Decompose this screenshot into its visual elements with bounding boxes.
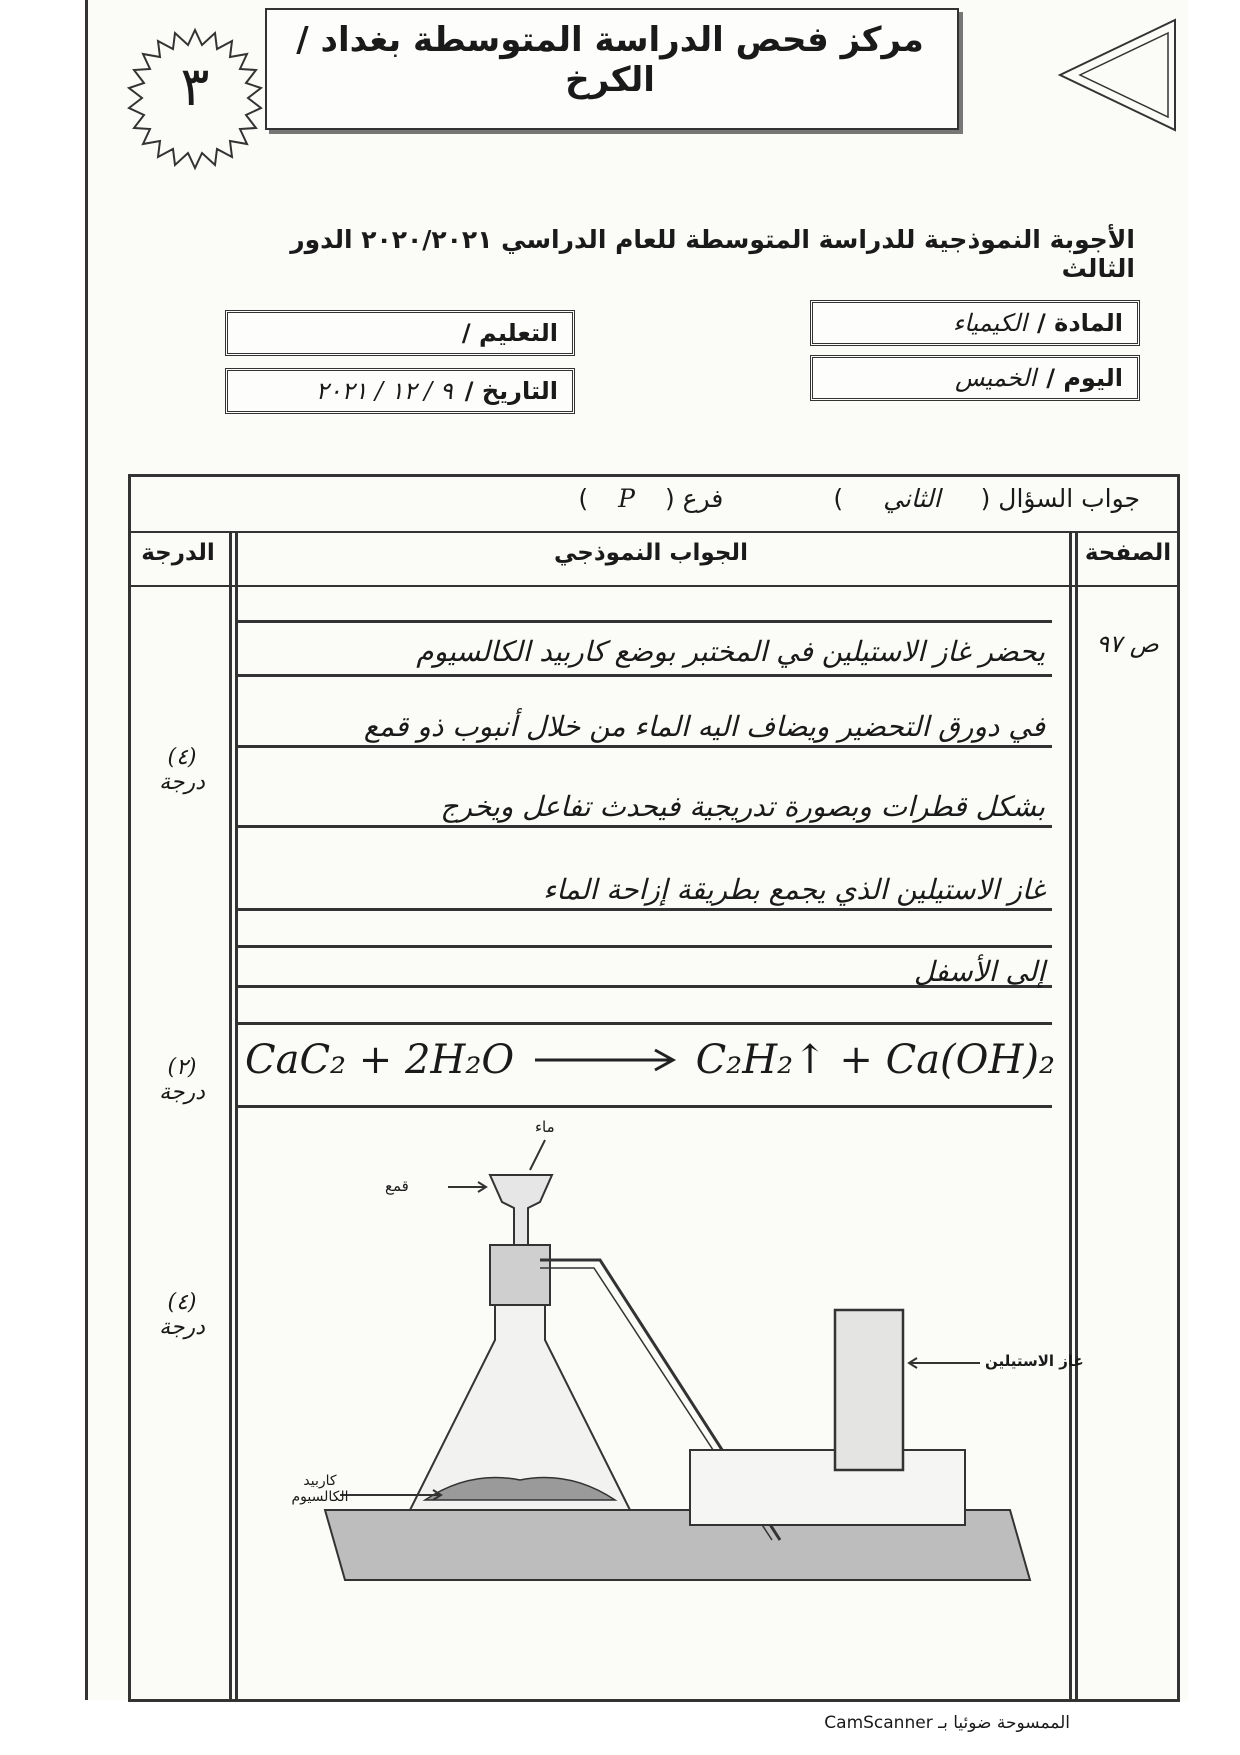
answer-line-5: إلى الأسفل <box>913 955 1045 988</box>
gas-jar <box>835 1310 903 1470</box>
col-grade-header: الدرجة <box>141 540 215 566</box>
education-label: التعليم / <box>461 319 558 347</box>
col-page-header: الصفحة <box>1084 540 1172 566</box>
day-box <box>810 355 1140 401</box>
subject-box <box>810 300 1140 346</box>
label-acetylene-gas: غاز الاستيلين <box>985 1352 1084 1370</box>
day-label: اليوم / <box>1046 364 1123 392</box>
answer-line-2: في دورق التحضير ويضاف اليه الماء من خلال أنبوب ذو قمع <box>363 710 1045 743</box>
answer-line-4: غاز الاستيلين الذي يجمع بطريقة إزاحة الماء <box>543 873 1045 906</box>
date-label: التاريخ / <box>464 377 558 405</box>
label-funnel: قمع <box>385 1177 409 1195</box>
grade-2-value: (٢) <box>167 1055 197 1080</box>
question-row <box>240 484 1140 513</box>
equation-products: C₂H₂↑ + Ca(OH)₂ <box>695 1037 1055 1083</box>
label-carbide-line1: كاربيد <box>303 1473 337 1489</box>
question-close: ) <box>833 484 844 513</box>
conical-flask <box>410 1272 630 1510</box>
answer-line-3: بشكل قطرات وبصورة تدريجية فيحدث تفاعل ويخرج <box>440 790 1045 823</box>
col-answer-header: الجواب النموذجي <box>554 540 748 566</box>
grade-1-unit: درجة <box>159 770 205 795</box>
branch-value: P <box>618 484 635 513</box>
education-box <box>225 310 575 356</box>
question-number: الثاني <box>883 484 941 513</box>
grade-3-value: (٤) <box>167 1290 197 1315</box>
water-trough <box>690 1450 965 1525</box>
flask-stopper <box>490 1245 550 1305</box>
subject-value: الكيمياء <box>952 309 1028 337</box>
academic-year-line: الأجوبة النموذجية للدراسة المتوسطة للعام الدراسي ٢٠٢٠/٢٠٢١ الدور الثالث <box>290 225 1135 283</box>
page-reference: ص ٩٧ <box>1096 630 1159 658</box>
grade-3 <box>136 1290 228 1340</box>
question-label: جواب السؤال ( <box>980 484 1140 513</box>
grade-1 <box>136 745 228 795</box>
funnel <box>490 1175 552 1245</box>
label-calcium-carbide <box>280 1473 360 1505</box>
grade-3-unit: درجة <box>159 1315 205 1340</box>
date-box <box>225 368 575 414</box>
branch-close: ) <box>578 484 589 513</box>
reaction-arrow-icon <box>530 1045 680 1075</box>
grade-2-unit: درجة <box>159 1080 205 1105</box>
grade-1-value: (٤) <box>167 745 197 770</box>
label-water: ماء <box>535 1118 555 1136</box>
equation-reactants: CaC₂ + 2H₂O <box>245 1037 515 1083</box>
banner-arrow-icon <box>1050 15 1180 135</box>
stamp-number: ٣ <box>180 55 210 118</box>
label-carbide-line2: الكالسيوم <box>291 1489 349 1505</box>
answer-line-1: يحضر غاز الاستيلين في المختبر بوضع كاربيد الكالسيوم <box>416 635 1045 668</box>
day-value: الخميس <box>955 364 1037 392</box>
date-value: ٩ / ١٢ / ٢٠٢١ <box>315 377 453 405</box>
grade-2 <box>136 1055 228 1105</box>
subject-label: المادة / <box>1037 309 1123 337</box>
center-name: مركز فحص الدراسة المتوسطة بغداد / الكرخ <box>296 20 924 100</box>
branch-label: فرع ( <box>664 484 724 513</box>
acetylene-apparatus-diagram <box>240 1110 1060 1610</box>
camscanner-footer: الممسوحة ضوئيا بـ CamScanner <box>824 1713 1070 1733</box>
chemical-equation <box>245 1030 1055 1090</box>
